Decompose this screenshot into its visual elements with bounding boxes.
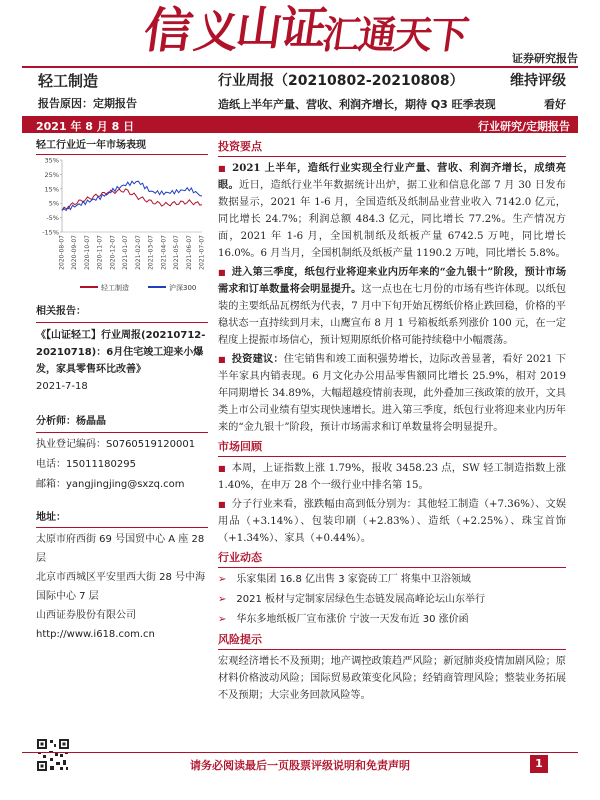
y-tick-label: 25% — [44, 170, 59, 179]
report-type: 行业周报（20210802-20210808） — [218, 73, 464, 89]
related-reports — [36, 303, 208, 395]
key-points-title: 投资要点 — [218, 138, 566, 157]
rating: 维持评级 — [510, 73, 566, 89]
address-info — [36, 508, 208, 644]
slogan-char-4: 汇通天下 — [319, 12, 470, 57]
analyst-phone: 电话：15011180295 — [36, 459, 136, 470]
x-tick-label: 2021-01-07 — [122, 235, 130, 270]
news-item[interactable] — [218, 591, 566, 608]
key-point-2-lead: 进入第三季度，纸包行业将迎来业内历年来的“金九银十”阶段，预计市场需求和订单数量将会明显提升。 — [218, 266, 567, 295]
slogan-char-2: 义 — [190, 7, 240, 58]
key-point-3-lead: 投资建议： — [231, 353, 284, 365]
news-item-text: 华东多地纸板厂宣布涨价 宁波一天发布近 30 涨价函 — [236, 614, 469, 625]
arrow-right-icon: ➢ — [218, 594, 227, 605]
research-label: 证券研究报告 — [512, 52, 578, 65]
page-number: 1 — [530, 755, 548, 773]
x-tick-label: 2020-09-07 — [71, 235, 79, 270]
website-link[interactable]: http://www.i618.com.cn — [36, 629, 155, 640]
x-tick-label: 2021-06-07 — [185, 235, 193, 270]
analyst-info — [36, 412, 208, 495]
legend-label: 轻工制造 — [101, 284, 129, 292]
address-taiyuan: 太原市府西街 69 号国贸中心 A 座 28 层 — [36, 534, 205, 564]
market-review-2-text: 分子行业来看，涨跌幅由高到低分别为：其他轻工制造（+7.36%）、文娱用品（+3.14%）、包装印刷（+2.83%）、造纸（+2.25%）、珠宝首饰（+1.34%）、家具（+0.44%）。 — [218, 499, 567, 544]
analyst-reg: 执业登记编码：S0760519120001 — [36, 439, 196, 450]
x-tick-label: 2021-05-07 — [173, 235, 181, 270]
news-item[interactable] — [218, 571, 566, 588]
report-category: 行业研究/定期报告 — [477, 120, 570, 133]
y-tick-label: 35% — [44, 156, 59, 165]
bullet-icon: ■ — [218, 500, 226, 509]
market-performance-chart — [36, 152, 208, 297]
risk-text: 宏观经济增长不及预期；地产调控政策趋严风险；新冠肺炎疫情加剧风险；原材料价格波动风险；国际贸易政策变化风险；经销商管理风险；整装业务拓展不及预期；大宗业务回款风险等。 — [218, 656, 566, 701]
x-tick-label: 2021-02-07 — [134, 235, 142, 270]
report-reason: 报告原因：定期报告 — [38, 97, 137, 110]
x-tick-label: 2021-03-07 — [147, 235, 155, 270]
news-item-text: 乐家集团 16.8 亿出售 3 家瓷砖工厂 将集中卫浴领域 — [236, 574, 471, 585]
slogan-char-1: 信 — [140, 3, 195, 59]
analyst-title: 分析师：杨晶晶 — [36, 412, 208, 433]
news-item[interactable] — [218, 611, 566, 628]
address-title: 地址： — [36, 508, 208, 528]
address-beijing: 北京市西城区平安里西大街 28 号中海国际中心 7 层 — [36, 572, 206, 602]
key-point-1 — [218, 160, 566, 262]
outlook: 看好 — [544, 98, 566, 111]
industry-news-title: 行业动态 — [218, 549, 566, 568]
y-tick-label: 5% — [48, 199, 59, 208]
y-tick-label: -15% — [42, 228, 59, 237]
key-point-3 — [218, 351, 566, 436]
bullet-icon: ■ — [218, 464, 226, 473]
key-point-3-body: 住宅销售和竣工面积强势增长，边际改善显著，看好 2021 下半年家具内销表现。6 月文化办公用品零售额同比增长 25.9%，相对 2019 年同期增长 34.89%，大幅超越疫情前表现，此外叠加三孩政策的放开，文具类上市公司业绩有望实现快速增长。进入第三季度，纸包行业将迎来业内历年来的“金九银十”阶段，预计市场需求和订单数量将会明显提升。 — [218, 354, 567, 433]
y-tick-label: -5% — [46, 214, 59, 223]
key-point-1-body: 近日，造纸行业半年数据统计出炉，据工业和信息化部 7 月 30 日发布数据显示，2021 年 1-6 月，全国造纸及纸制品业营业收入 7142.0 亿元，同比增长 24.7%；利润总额 484.3 亿元，同比增长 77.2%。生产情况方面，2021 年 1-6 月，全国机制纸及纸板产量 6742.5 万吨，同比增长 16.0%。6 月当月，全国机制纸及纸板产量 1190.2 万吨，同比增长 5.8%。 — [218, 180, 566, 259]
market-review-title: 市场回顾 — [218, 438, 566, 457]
related-report-link[interactable]: 《【山证轻工】行业周报(20210712-20210718)：6月住宅竣工迎来小爆发，家具零售环比改善》 — [36, 330, 206, 375]
footer-disclaimer[interactable]: 请务必阅读最后一页股票评级说明和免责声明 — [190, 759, 410, 772]
news-item-text: 2021 板材与定制家居绿色生态链发展高峰论坛山东举行 — [236, 594, 486, 605]
industry-title: 轻工制造 — [38, 72, 99, 90]
industry-news-list — [218, 571, 566, 628]
series-line-light-industry — [62, 189, 202, 211]
market-review-2 — [218, 496, 566, 547]
x-tick-label: 2020-10-07 — [83, 235, 91, 270]
key-point-2 — [218, 264, 566, 349]
date-bar — [22, 116, 578, 133]
slogan-char-3: 山证 — [232, 1, 329, 55]
chart-title: 轻工行业近一年市场表现 — [36, 136, 208, 155]
x-tick-label: 2020-12-07 — [109, 235, 117, 270]
brand-slogan — [140, 0, 475, 68]
series-line-csi300 — [62, 181, 202, 210]
arrow-right-icon: ➢ — [218, 614, 227, 625]
analyst-email[interactable]: 邮箱：yangjingjing@sxzq.com — [36, 479, 185, 490]
x-tick-label: 2020-08-07 — [58, 235, 66, 270]
x-tick-label: 2020-11-07 — [96, 235, 104, 270]
bullet-icon: ■ — [218, 268, 226, 277]
related-report-date: 2021-7-18 — [36, 381, 88, 392]
bullet-icon: ■ — [218, 164, 227, 173]
report-subtitle: 造纸上半年产量、营收、利润齐增长，期待 Q3 旺季表现 — [218, 98, 496, 111]
market-review-1 — [218, 460, 566, 494]
company-name: 山西证券股份有限公司 — [36, 610, 136, 621]
bullet-icon: ■ — [218, 355, 226, 364]
main-content — [218, 136, 566, 706]
legend-label: 沪深300 — [169, 284, 197, 292]
x-tick-label: 2021-04-07 — [160, 235, 168, 270]
x-tick-label: 2021-07-07 — [198, 235, 206, 270]
arrow-right-icon: ➢ — [218, 574, 227, 585]
related-title: 相关报告： — [36, 303, 208, 323]
report-date: 2021 年 8 月 8 日 — [36, 120, 135, 133]
key-point-2-body: 这一点也在七月份的市场有些许体现。以纸包装的主要纸品瓦楞纸为代表，7 月中下旬开始瓦楞纸价格止跌回稳，价格的平稳状态一直持续到月末，山鹰宣布 8 月 1 号箱板纸系列涨价 100 元，在一定程度上提振市场信心，预计短期原纸价格可能持续稳中小幅震荡。 — [218, 284, 567, 346]
key-point-1-lead: 2021 上半年，造纸行业实现全行业产量、营收、利润齐增长，成绩亮眼。 — [218, 162, 566, 191]
y-tick-label: 15% — [44, 185, 59, 194]
risk-title: 风险提示 — [218, 631, 566, 650]
top-divider — [22, 66, 578, 68]
market-review-1-text: 本周，上证指数上涨 1.79%，报收 3458.23 点，SW 轻工制造指数上涨 1.40%，在申万 28 个一级行业中排名第 15。 — [218, 463, 566, 491]
footer-divider — [22, 752, 578, 753]
